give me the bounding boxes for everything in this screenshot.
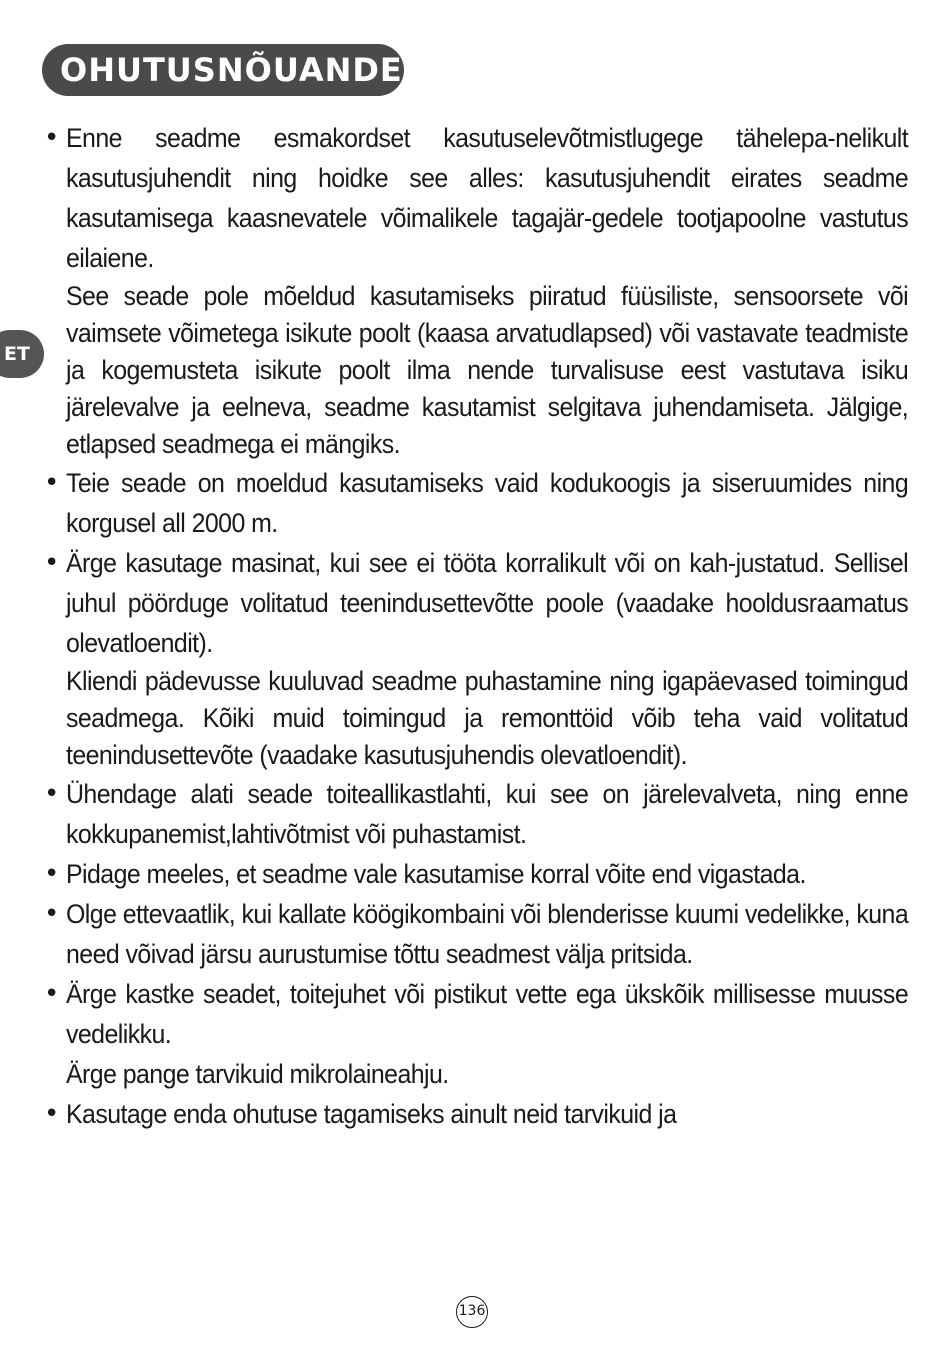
bullet-icon: •: [44, 979, 60, 1009]
list-item: [44, 894, 908, 974]
bullet-icon: •: [44, 1099, 60, 1129]
bullet-icon: •: [44, 899, 60, 929]
paragraph: Kasutage enda ohutuse tagamiseks ainult neid tarvikuid ja: [66, 1099, 677, 1129]
list-item: [44, 543, 908, 774]
paragraph: Kliendi pädevusse kuuluvad seadme puhastamine ning igapäevased toimingud seadmega. Kõiki muid toimingud ja remonttöid võib teha vaid volitatud teenindusettevõte (vaadake kasutusjuhendis olevatloendit).: [66, 666, 909, 770]
page-number: 136: [456, 1296, 488, 1328]
list-item: [44, 854, 908, 894]
bullet-icon: •: [44, 779, 60, 809]
list-item: [44, 974, 908, 1094]
list-item: [44, 118, 908, 463]
paragraph: Olge ettevaatlik, kui kallate köögikombaini või blenderisse kuumi vedelikke, kuna need võivad järsu aurustumise tõttu seadmest välja pritsida.: [66, 899, 909, 969]
paragraph: Ärge kasutage masinat, kui see ei tööta korralikult või on kah-justatud. Sellisel juhul pöörduge volitatud teenindusettevõtte poole (vaadake hooldusraamatus olevatloendit).: [66, 548, 909, 658]
list-item: [44, 1094, 908, 1134]
bullet-icon: •: [44, 123, 60, 153]
safety-instructions-list: [44, 118, 908, 1134]
bullet-icon: •: [44, 468, 60, 498]
bullet-icon: •: [44, 859, 60, 889]
paragraph: Pidage meeles, et seadme vale kasutamise korral võite end vigastada.: [66, 859, 806, 889]
list-item: [44, 774, 908, 854]
section-title: OHUTUSNÕUANDED: [42, 44, 404, 96]
language-tab: ET: [0, 330, 44, 378]
paragraph: Ühendage alati seade toiteallikastlahti, kui see on järelevalveta, ning enne kokkupanemist,lahtivõtmist või puhastamist.: [66, 779, 909, 849]
paragraph: See seade pole mõeldud kasutamiseks piiratud füüsiliste, sensoorsete või vaimsete võimetega isikute poolt (kaasa arvatudlapsed) või vastavate teadmiste ja kogemusteta isikute poolt ilma nende turvalisuse eest vastutava isiku järelevalve ja eelneva, seadme kasutamist selgitava juhendamiseta. Jälgige, etlapsed seadmega ei mängiks.: [66, 281, 909, 459]
paragraph: Ärge pange tarvikuid mikrolaineahju.: [66, 1059, 449, 1089]
paragraph: Teie seade on moeldud kasutamiseks vaid kodukoogis ja siseruumides ning korgusel all 2000 m.: [66, 468, 909, 538]
bullet-icon: •: [44, 548, 60, 578]
list-item: [44, 463, 908, 543]
paragraph: Enne seadme esmakordset kasutuselevõtmistlugege tähelepa-nelikult kasutusjuhendit ning hoidke see alles: kasutusjuhendit eirates seadme kasutamisega kaasnevatele võimalikele tagajär-gedele tootjapoolne vastutus eilaiene.: [66, 123, 909, 273]
paragraph: Ärge kastke seadet, toitejuhet või pistikut vette ega ükskõik millisesse muusse vedelikku.: [66, 979, 909, 1049]
